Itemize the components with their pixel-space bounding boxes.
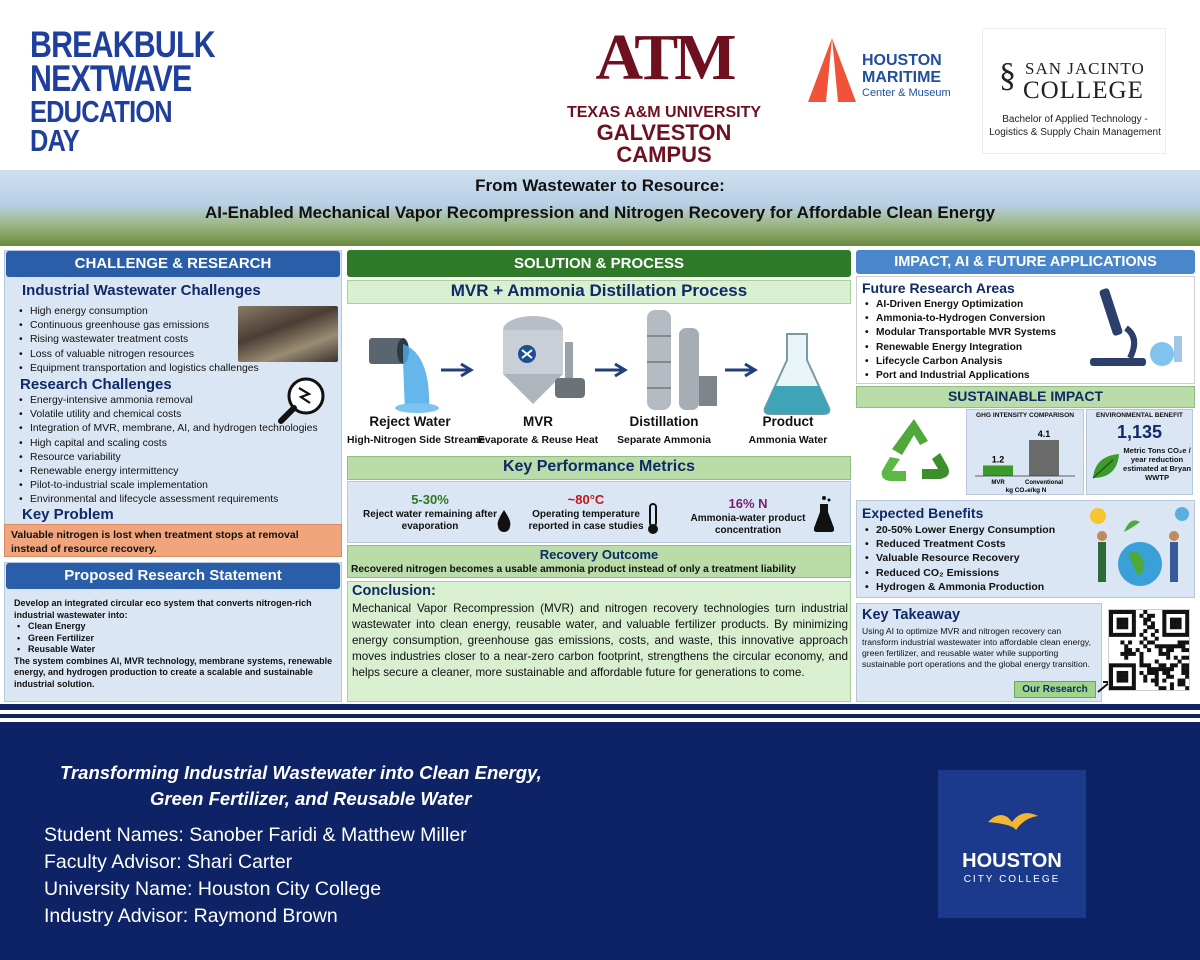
industrial-item: • Loss of valuable nitrogen resources [18,348,348,362]
pipe-icon [367,332,439,414]
future-item: • AI-Driven Energy Optimization [864,298,1080,312]
student-names: Student Names: Sanober Faridi & Matthew Miller [44,824,467,846]
arrow-icon [439,362,479,378]
tamu-logo: ATM TEXAS A&M UNIVERSITY GALVESTON CAMPUS [566,21,762,167]
recovery-text: Recovered nitrogen becomes a usable ammonia product instead of only a treatment liability [351,564,796,575]
statement-item: • Reusable Water [16,644,334,656]
beaker-icon [814,494,834,534]
statement-outro: The system combines AI, MVR technology, membrane systems, renewable energy, and hydrogen production to create a scalable and sustainable industrial solution. [14,655,333,689]
mvr-vessel-icon [495,312,591,416]
industry-advisor: Industry Advisor: Raymond Brown [44,905,338,927]
qr-code[interactable] [1108,609,1190,691]
leaf-icon [1089,450,1121,482]
research-item: • Renewable energy intermittency [18,465,348,479]
arrow-icon [723,362,763,378]
divider-band [0,704,1200,726]
process-step-sub: Ammonia Water [748,435,828,446]
research-item: • Pilot-to-industrial scale implementation [18,479,348,493]
metric-temperature: ~80°C Operating temperature reported in case studies [528,492,644,532]
sail-icon [806,36,858,106]
process-step-sub: Separate Ammonia [617,435,711,446]
research-item: • Energy-intensive ammonia removal [18,394,348,408]
process-step-sub: High-Nitrogen Side Streame [347,435,485,446]
future-item: • Modular Transportable MVR Systems [864,326,1080,340]
key-problem-text: Valuable nitrogen is lost when treatment stops at removal instead of resource recovery. [4,524,342,557]
research-item: • Environmental and lifecycle assessment requirements [18,493,348,507]
sustain-title: SUSTAINABLE IMPACT [947,388,1104,404]
process-step-label: Product [762,414,814,429]
microscope-icon [1080,284,1188,376]
ghg-chart [966,409,1084,495]
houston-maritime-logo: HOUSTON MARITIME Center & Museum [806,36,956,106]
future-item: • Renewable Energy Integration [864,341,1080,355]
environmental-benefit: ENVIRONMENTAL BENEFIT 1,135 Metric Tons CO₂e / year reduction estimated at Bryan WWTP [1086,409,1193,495]
challenge-header: CHALLENGE & RESEARCH [6,251,340,277]
ghg-unit-label: kg CO₂e/kg N [1005,487,1047,494]
industrial-item: • Continuous greenhouse gas emissions [18,319,348,333]
statement-body [14,598,334,690]
env-value: 1,135 [1116,422,1163,442]
ghg-value-label: 4.1 [1037,429,1051,439]
metric-concentration: 16% N Ammonia-water product concentration [690,496,806,536]
divider-stripe [0,710,1200,714]
statement-intro: Develop an integrated circular eco system that converts nitrogen-rich industrial wastewater into: [14,598,312,620]
droplet-icon [496,508,512,532]
sjc-monogram: § [999,57,1016,94]
recovery-title: Recovery Outcome [539,547,659,562]
research-item: • Integration of MVR, membrane, AI, and hydrogen technologies [18,422,348,436]
logo-header [0,0,1200,168]
eagle-icon [986,806,1040,836]
research-title: Research Challenges [20,376,172,393]
thermometer-icon [646,502,660,536]
divider-stripe [0,718,1200,722]
industrial-item: • High energy consumption [18,305,348,319]
metric-reject: 5-30% Reject water remaining after evaporation [363,492,497,532]
future-item: • Lifecycle Carbon Analysis [864,355,1080,369]
metrics-title: Key Performance Metrics [502,458,696,475]
future-title: Future Research Areas [862,280,1015,296]
faculty-advisor: Faculty Advisor: Shari Carter [44,851,293,873]
hcc-logo: HOUSTON CITY COLLEGE [938,770,1086,918]
tagline-line2: Green Fertilizer, and Reusable Water [150,788,472,809]
benefit-item: • Hydrogen & Ammonia Production [864,580,1078,594]
flask-icon [763,330,833,416]
impact-header: IMPACT, AI & FUTURE APPLICATIONS [856,250,1195,274]
ghg-category-label: Conventional [1024,480,1064,486]
san-jacinto-logo: § SAN JACINTO COLLEGE Bachelor of Applied Technology - Logistics & Supply Chain Management [982,28,1166,154]
solution-header: SOLUTION & PROCESS [347,250,851,277]
benefit-item: • Reduced CO₂ Emissions [864,566,1078,580]
arrow-icon [593,362,633,378]
magnifier-icon [276,376,330,426]
our-research-button[interactable]: Our Research [1014,681,1096,698]
breakbulk-logo: BREAKBULK NEXTWAVE EDUCATION DAY [30,24,215,158]
research-item: • High capital and scaling costs [18,437,348,451]
benefits-list [864,523,1078,594]
poster-title-line2: AI-Enabled Mechanical Vapor Recompression and Nitrogen Recovery for Affordable Clean Energy [204,203,996,222]
process-step-label: MVR [523,414,553,429]
statement-header: Proposed Research Statement [6,563,340,589]
title-banner [0,170,1200,246]
benefit-item: • Reduced Treatment Costs [864,537,1078,551]
university-name: University Name: Houston City College [44,878,382,900]
industrial-item: • Equipment transportation and logistics challenges [18,362,348,376]
process-step-sub: Evaporate & Reuse Heat [477,435,599,446]
footer [0,726,1200,960]
future-item: • Ammonia-to-Hydrogen Conversion [864,312,1080,326]
ghg-title: GHG INTENSITY COMPARISON [976,412,1074,419]
conclusion-text: Mechanical Vapor Recompression (MVR) and nitrogen recovery technologies turn industrial wastewater into clean energy, reusable water, and valuable fertilizer products. By minimizing energy consumption, greenhouse gas emissions, costs, and waste, this innovative approach moves industries closer to a near-zero carbon footprint, strengthens the circular economy, and helps secure a cleaner, more sustainable and affordable future for generations to come. [352,602,848,679]
ghg-bar-mvr [983,465,1013,476]
metrics-panel [347,481,851,543]
research-item: • Resource variability [18,451,348,465]
research-item: • Volatile utility and chemical costs [18,408,348,422]
statement-item: • Green Fertilizer [16,633,334,645]
benefit-item: • Valuable Resource Recovery [864,551,1078,565]
sustain-panel [856,409,1195,497]
distillation-column-icon [637,306,721,418]
ghg-bar-chart [967,422,1085,496]
env-text: Metric Tons CO₂e / year reduction estimated at Bryan WWTP [1123,446,1191,482]
takeaway-title: Key Takeaway [862,607,961,623]
wastewater-photo [238,306,338,362]
process-step-label: Distillation [629,414,699,429]
statement-list [16,621,334,656]
ghg-value-label: 1.2 [991,454,1005,465]
benefit-item: • 20-50% Lower Energy Consumption [864,523,1078,537]
process-step-label: Reject Water [369,414,451,429]
qr-code-graphic [1109,610,1189,690]
key-problem-title: Key Problem [22,506,114,523]
future-item: • Port and Industrial Applications [864,369,1080,383]
recycle-icon [870,413,960,493]
conclusion-title: Conclusion: [352,583,436,599]
poster-title-line1: From Wastewater to Resource: [475,176,725,195]
statement-item: • Clean Energy [16,621,334,633]
process-title: MVR + Ammonia Distillation Process [450,281,748,300]
benefits-title: Expected Benefits [862,505,984,521]
industrial-title: Industrial Wastewater Challenges [22,282,261,299]
tagline-line1: Transforming Industrial Wastewater into Clean Energy, [60,762,542,783]
ghg-category-label: MVR [991,480,1005,486]
people-earth-icon [1084,502,1194,594]
takeaway-text: Using AI to optimize MVR and nitrogen recovery can transform industrial wastewater into affordable clean energy, green fertilizer, and reusable water while supporting sustainable port operations and the global energy transition. [862,626,1091,669]
ghg-bar-conventional [1029,440,1059,476]
process-diagram [347,306,851,452]
future-list [864,298,1080,383]
industrial-item: • Rising wastewater treatment costs [18,333,348,347]
